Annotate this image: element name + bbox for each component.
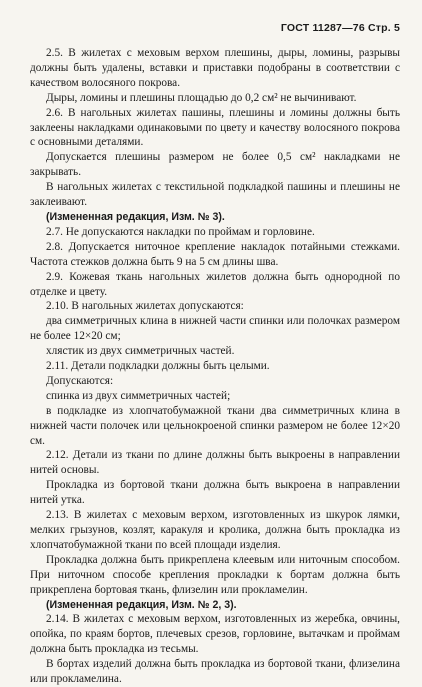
page-header: ГОСТ 11287—76 Стр. 5 (280, 22, 400, 34)
paragraph-2-7: 2.7. Не допускаются накладки по проймам и горловине. (46, 225, 315, 238)
paragraph-2-5: 2.5. В жилетах с меховым верхом плешины, дыры, ломины, разрывы должны быть удалены, вставки и приставки подобраны в соответствии с качеством волосяного покрова. (30, 47, 400, 89)
paragraph: Прокладка из бортовой ткани должна быть выкроена в направлении нитей утка. (30, 479, 400, 507)
paragraph-2-10: 2.10. В нагольных жилетах допускаются: (46, 300, 244, 313)
list-item: спинка из двух симметричных частей; (46, 389, 231, 402)
list-item: хлястик из двух симметричных частей. (46, 345, 235, 358)
paragraph: Дыры, ломины и плешины площадью до 0,2 см² не вычинивают. (46, 91, 357, 104)
paragraph: В бортах изделий должна быть прокладка из бортовой ткани, флизелина или прокламелина. (30, 658, 400, 686)
list-item: в подкладке из хлопчатобумажной ткани два симметричных клина в нижней части полочек или цельнокроеной спинки размером не более 12×20 см. (30, 404, 400, 447)
amendment-note: (Измененная редакция, Изм. № 3). (46, 210, 225, 223)
paragraph-2-8: 2.8. Допускается ниточное крепление накладок потайными стежками. Частота стежков должна быть 9 на 5 см длины шва. (30, 240, 400, 268)
paragraph: Прокладка должна быть прикреплена клеевым или ниточным способом. При ниточном способе крепления прокладки к бортам должна быть прикреплена бортовая ткань, флизелин или прокламелин. (30, 553, 400, 596)
paragraph-2-6: 2.6. В нагольных жилетах пашины, плешины и ломины должны быть заклеены накладками одинаковыми по цвету и качеству волосяного покрова с основными деталями. (30, 106, 400, 149)
paragraph-2-12: 2.12. Детали из ткани по длине должны быть выкроены в направлении нитей основы. (30, 449, 400, 477)
paragraph-2-14: 2.14. В жилетах с меховым верхом, изготовленных из жеребка, овчины, опойка, по краям бортов, плечевых срезов, горловине, вытачкам и проймам должна быть прокладка из тесьмы. (30, 613, 400, 656)
paragraph-2-11: 2.11. Детали подкладки должны быть целыми. (46, 360, 270, 373)
paragraph: Допускаются: (46, 374, 114, 387)
paragraph-2-9: 2.9. Кожевая ткань нагольных жилетов должна быть однородной по отделке и цвету. (30, 270, 400, 298)
paragraph: Допускается плешины размером не более 0,5 см² накладками не закрывать. (30, 151, 400, 179)
amendment-note: (Измененная редакция, Изм. № 2, 3). (46, 598, 237, 611)
paragraph: В нагольных жилетах с текстильной подкладкой пашины и плешины не заклеивают. (30, 181, 400, 209)
document-body (30, 46, 400, 687)
paragraph-2-13: 2.13. В жилетах с меховым верхом, изготовленных из шкурок лямки, мелких грызунов, козлят, каракуля и кролика, должна быть прокладка из хлопчатобумажной ткани по всей площади изделия. (30, 509, 400, 551)
list-item: два симметричных клина в нижней части спинки или полочках размером не более 12×20 см; (30, 315, 400, 343)
